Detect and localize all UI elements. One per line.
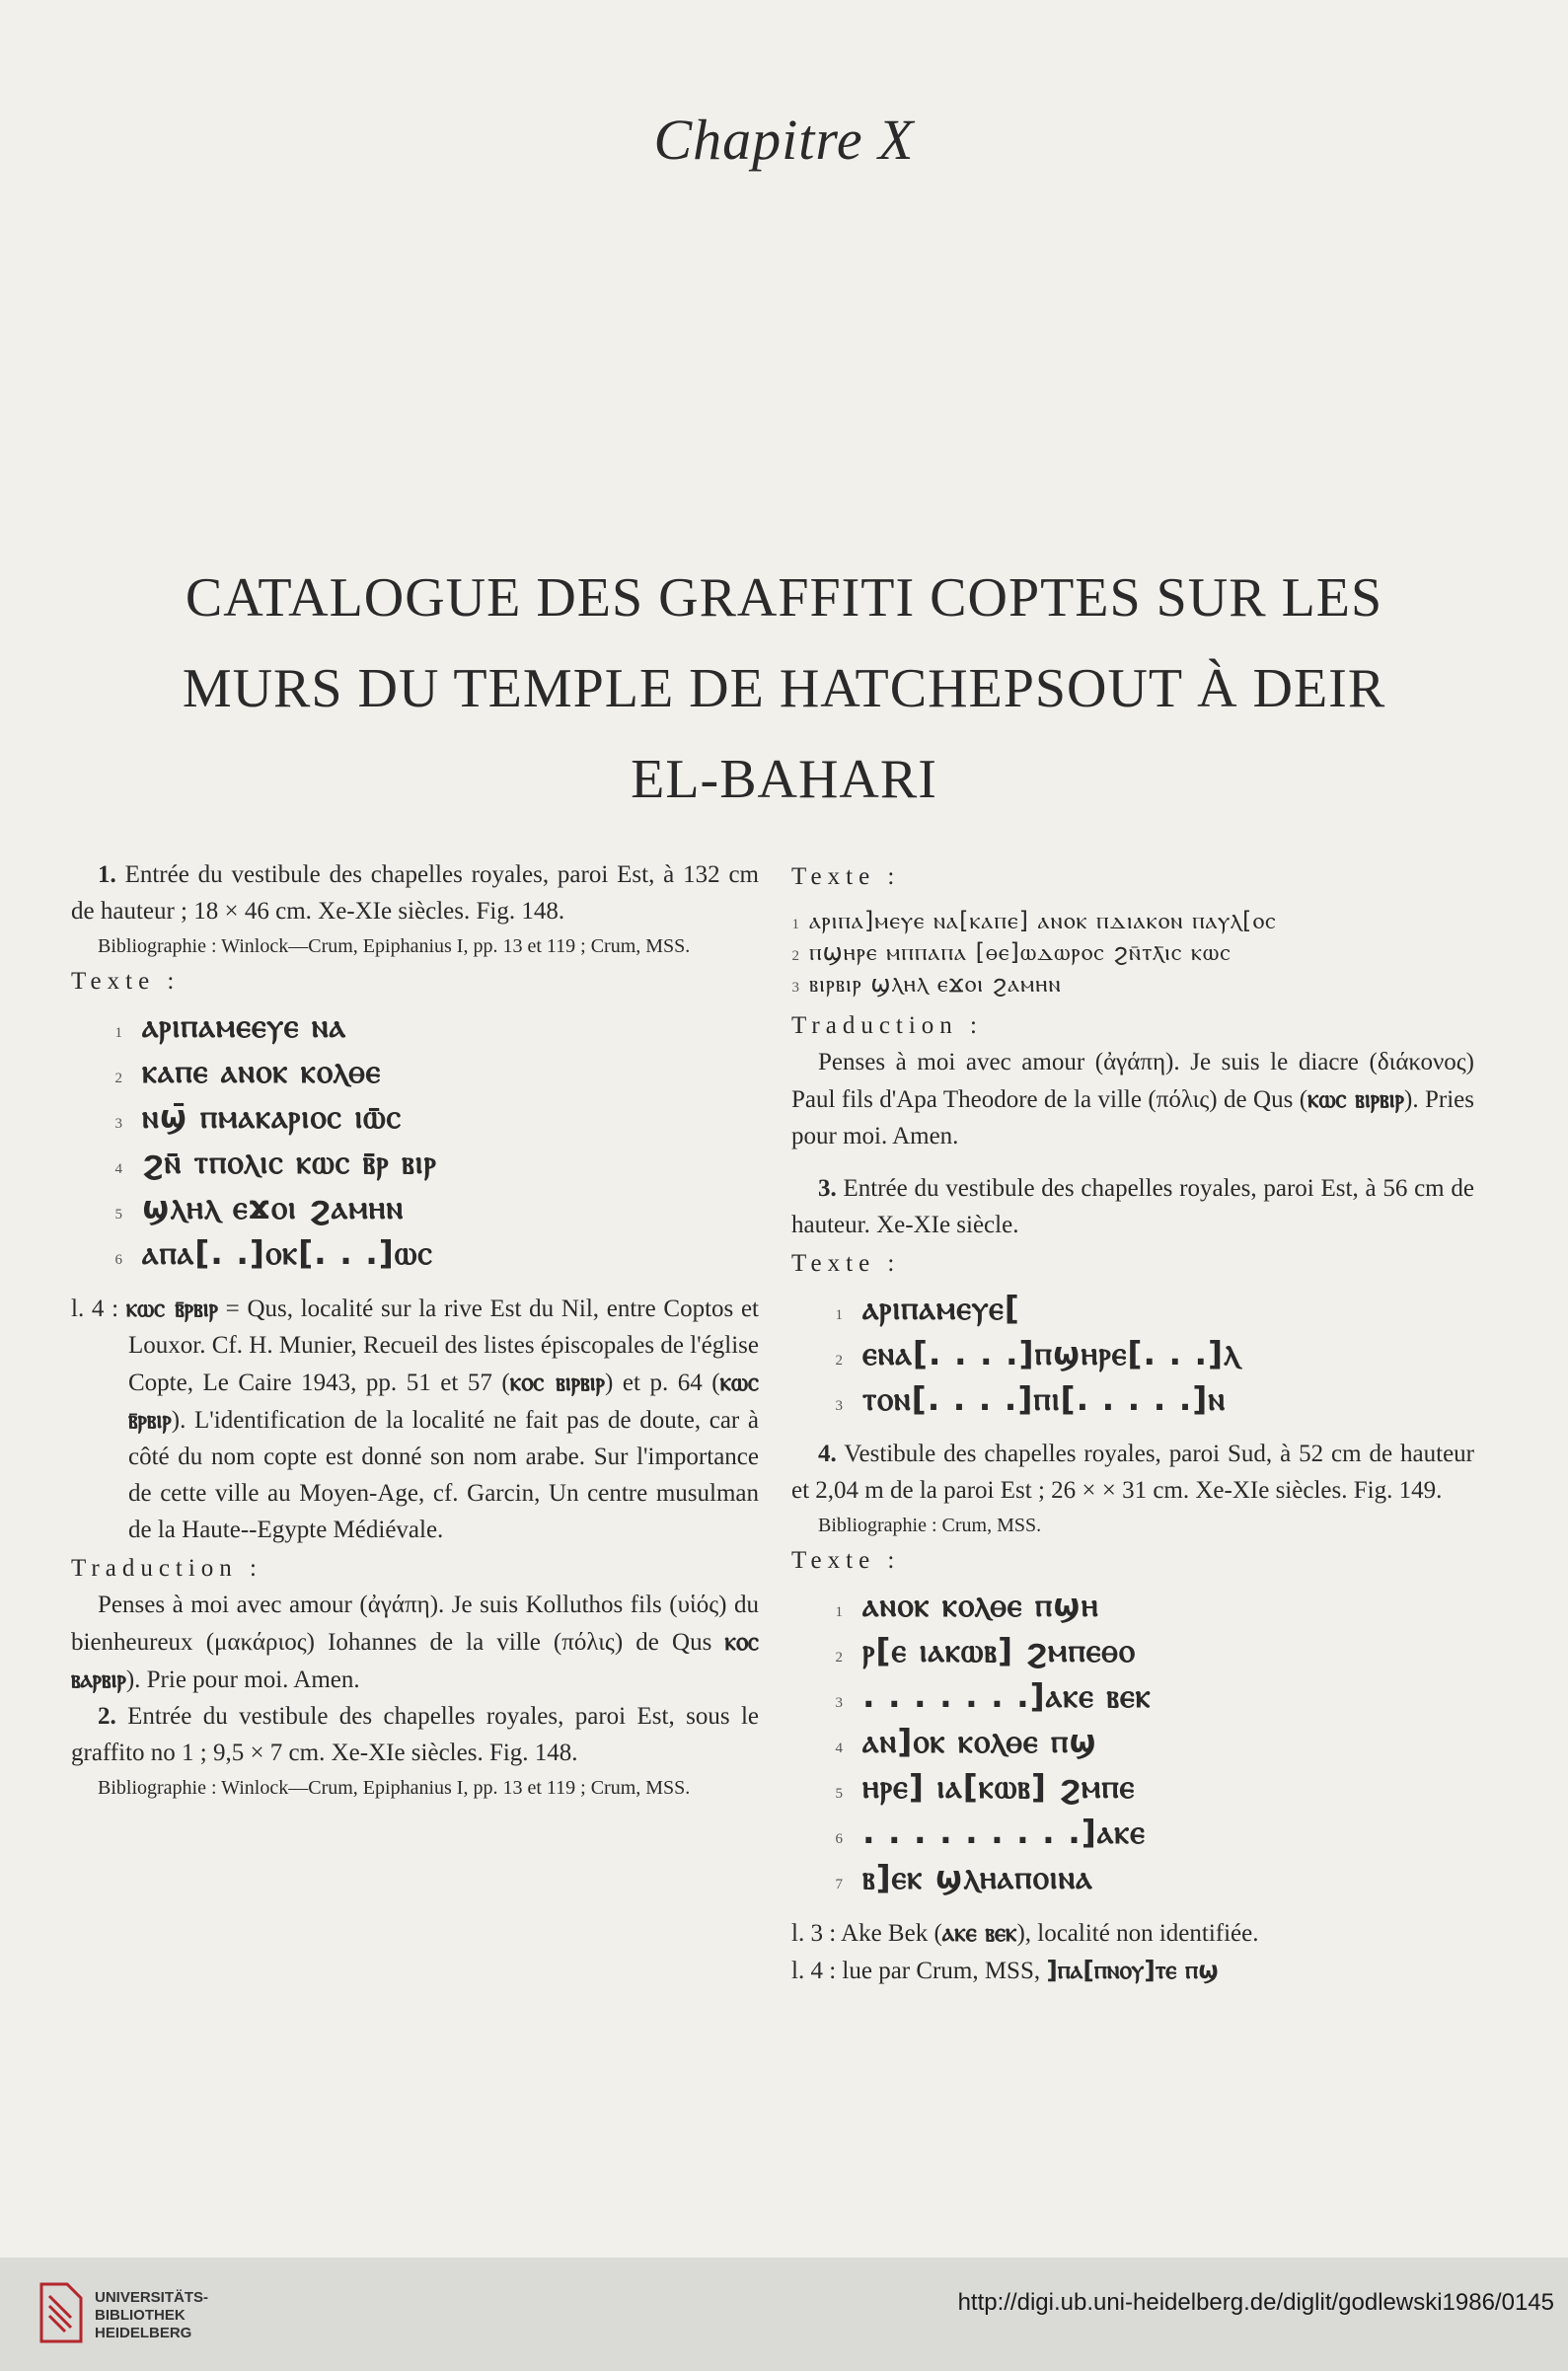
- coptic-line: 3 ⲧⲟⲛ[. . . .]ⲡⲓ[. . . . .]ⲛ: [835, 1379, 1227, 1418]
- entry-1-traduction-heading: Traduction :: [71, 1555, 262, 1582]
- entry-3-texte-heading: Texte :: [791, 1250, 901, 1277]
- coptic-line: 2 ⲉⲛⲁ[. . . .]ⲡϣⲏⲣⲉ[. . .]ⲗ: [835, 1334, 1240, 1372]
- page-title: [89, 553, 1479, 825]
- library-name: UNIVERSITÄTS- BIBLIOTHEK HEIDELBERG: [95, 2289, 209, 2341]
- chapter-heading: Chapitre X: [653, 108, 915, 172]
- entry-1-note-line-4: l. 4 : ⲕⲱⲥ ⲃ̄ⲣⲃⲓⲣ = Qus, localité sur la rive Est du Nil, entre Coptos et Louxor. Cf. H. Munier, Recueil des listes épiscopales de l'église Copte, Le Caire 1943, pp. 51 et 57 (ⲕⲟⲥ ⲃⲓⲣⲃⲓⲣ) et p. 64 (ⲕⲱⲥ ⲃ̄ⲣⲃⲓⲣ). L'identification de la localité ne fait pas de doute, car à côté du nom copte est donné son nom arabe. Sur l'importance de cette ville au Moyen-Age, cf. Garcin, Un centre musulman de la Haute--Egypte Médiévale.: [71, 1294, 759, 1543]
- entry-1-bibliography: Bibliographie : Winlock—Crum, Epiphanius I, pp. 13 et 119 ; Crum, MSS.: [98, 935, 691, 957]
- entry-4-description: 4. Vestibule des chapelles royales, paroi Sud, à 52 cm de hauteur et 2,04 m de la paroi Est ; 26 × × 31 cm. Xe-XIe siècles. Fig. 149.: [791, 1441, 1474, 1504]
- coptic-line: 4 ⲁⲛ]ⲟⲕ ⲕⲟⲗⲑⲉ ⲡϣ: [835, 1722, 1097, 1760]
- source-url-link[interactable]: http://digi.ub.uni-heidelberg.de/diglit/godlewski1986/0145: [957, 2289, 1554, 2316]
- entry-4-bibliography: Bibliographie : Crum, MSS.: [818, 1515, 1042, 1536]
- entry-4-note-line-4: l. 4 : lue par Crum, MSS, ]ⲡⲁ[ⲡⲛⲟⲩ]ⲧⲉ ⲡϣ: [791, 1956, 1220, 1984]
- title-line-1: CATALOGUE DES GRAFFITI COPTES SUR LES: [185, 567, 1383, 629]
- coptic-line: 2 ⲣ[ⲉ ⲓⲁⲕⲱⲃ] ϩⲙⲡⲉⲑⲟ: [835, 1631, 1136, 1669]
- coptic-line: 6 . . . . . . . . .]ⲁⲕⲉ: [835, 1813, 1146, 1851]
- entry-1-description: 1. Entrée du vestibule des chapelles royales, paroi Est, à 132 cm de hauteur ; 18 × 46 cm. Xe-XIe siècles. Fig. 148.: [71, 861, 759, 925]
- entry-1-translation: Penses à moi avec amour (ἀγάπη). Je suis Kolluthos fils (υἱός) du bienheureux (μακάριος) Iohannes de la ville (πόλις) de Qus ⲕⲟⲥ ⲃⲁⲣⲃⲓⲣ). Prie pour moi. Amen.: [71, 1592, 759, 1693]
- coptic-line: 1 ⲁⲣⲓⲡⲁⲙⲉⲉⲩⲉ ⲛⲁ: [114, 1006, 347, 1045]
- right-column: [791, 856, 1474, 1989]
- entry-2-coptic-lines: [791, 903, 1474, 998]
- coptic-line: 3 ⲃⲓⲣⲃⲓⲣ ϣⲗⲏⲗ ⲉϫⲟⲓ ϩⲁⲙⲏⲛ: [791, 970, 1062, 998]
- footer-bar: [0, 2258, 1568, 2371]
- entry-4-note-line-3: l. 3 : Ake Bek (ⲁⲕⲉ ⲃⲉⲕ), localité non identifiée.: [791, 1918, 1259, 1947]
- entry-4-coptic-lines: [791, 1587, 1474, 1904]
- coptic-line: 1 ⲁⲣⲓⲡⲁⲙⲉⲩⲉ[: [835, 1289, 1020, 1327]
- coptic-line: 5 ϣⲗⲏⲗ ⲉϫⲟⲓ ϩⲁⲙⲏⲛ: [114, 1188, 405, 1226]
- entry-3-description: 3. Entrée du vestibule des chapelles royales, paroi Est, à 56 cm de hauteur. Xe-XIe siècle.: [791, 1175, 1474, 1238]
- entry-2-translation: Penses à moi avec amour (ἀγάπη). Je suis le diacre (διάκονος) Paul fils d'Apa Theodore de la ville (πόλις) de Qus (ⲕⲱⲥ ⲃⲓⲣⲃⲓⲣ). Pries pour moi. Amen.: [791, 1049, 1475, 1149]
- entry-1-coptic-lines: [71, 1007, 759, 1280]
- entry-2-traduction-heading: Traduction :: [791, 1012, 983, 1039]
- entry-2-bibliography: Bibliographie : Winlock—Crum, Epiphanius I, pp. 13 et 119 ; Crum, MSS.: [98, 1777, 691, 1799]
- entry-2-description: 2. Entrée du vestibule des chapelles royales, paroi Est, sous le graffito no 1 ; 9,5 × 7 cm. Xe-XIe siècles. Fig. 148.: [71, 1703, 759, 1766]
- coptic-line: 3 ⲛϣ̄ ⲡⲙⲁⲕⲁⲣⲓⲟⲥ ⲓⲱ̄ⲥ: [114, 1097, 403, 1136]
- coptic-line: 1 ⲁⲛⲟⲕ ⲕⲟⲗⲑⲉ ⲡϣⲏ: [835, 1586, 1099, 1624]
- title-line-2: MURS DU TEMPLE DE HATCHEPSOUT À DEIR: [182, 658, 1386, 719]
- title-line-3: EL-BAHARI: [631, 749, 937, 810]
- coptic-line: 4 ϩⲛ̄ ⲧⲡⲟⲗⲓⲥ ⲕⲱⲥ ⲃ̄ⲣ ⲃⲓⲣ: [114, 1143, 437, 1181]
- coptic-line: 2 ⲕⲁⲡⲉ ⲁⲛⲟⲕ ⲕⲟⲗⲑⲉ: [114, 1052, 382, 1090]
- entry-3-coptic-lines: [791, 1290, 1474, 1426]
- entry-1-texte-heading: Texte :: [71, 968, 181, 995]
- coptic-line: 1 ⲁⲣⲓⲡⲁ]ⲙⲉⲩⲉ ⲛⲁ[ⲕⲁⲡⲉ] ⲁⲛⲟⲕ ⲡⲇⲓⲁⲕⲟⲛ ⲡⲁⲩⲗ[ⲟⲥ: [791, 907, 1277, 934]
- coptic-line: 6 ⲁⲡⲁ[. .]ⲟⲕ[. . .]ⲱⲥ: [114, 1233, 433, 1272]
- entry-4-texte-heading: Texte :: [791, 1547, 901, 1574]
- coptic-line: 3 . . . . . . .]ⲁⲕⲉ ⲃⲉⲕ: [835, 1676, 1152, 1715]
- coptic-line: 5 ⲏⲣⲉ] ⲓⲁ[ⲕⲱⲃ] ϩⲙⲡⲉ: [835, 1767, 1136, 1806]
- left-column: [71, 856, 759, 1803]
- coptic-line: 2 ⲡϣⲏⲣⲉ ⲙⲡⲡⲁⲡⲁ [ⲑⲉ]ⲱⲇⲱⲣⲟⲥ ϩⲛ̄ⲧⲗ̄ⲓⲥ ⲕⲱⲥ: [791, 938, 1232, 966]
- entry-2-texte-heading: Texte :: [791, 863, 901, 890]
- library-logo-icon: [37, 2282, 85, 2343]
- coptic-line: 7 ⲃ]ⲉⲕ ϣⲗⲏⲁⲡⲟⲓⲛⲁ: [835, 1858, 1093, 1896]
